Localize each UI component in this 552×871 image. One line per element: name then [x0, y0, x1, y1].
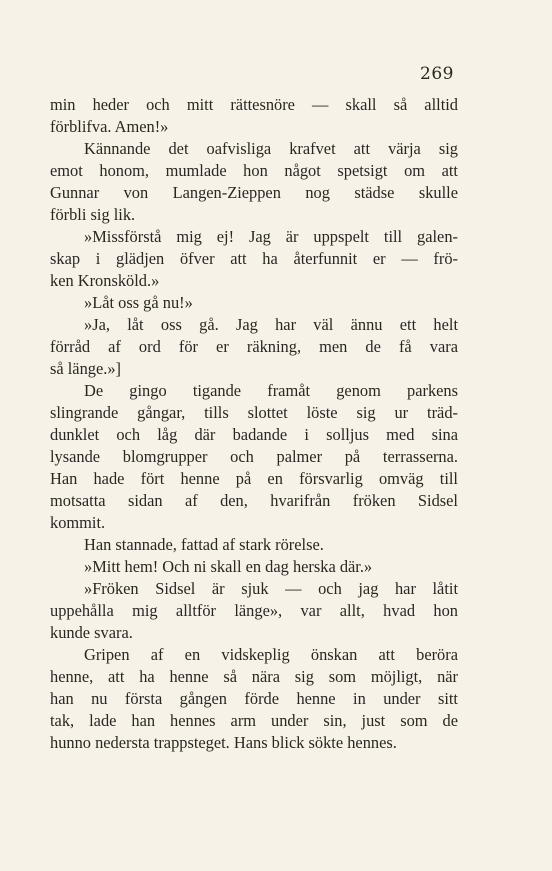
text-line: skap i glädjen öfver att ha återfunnit er — frö-	[50, 249, 458, 268]
text-line: min heder och mitt rättesnöre — skall så alltid	[50, 95, 458, 114]
text-line: motsatta sidan af den, hvarifrån fröken Sidsel	[50, 491, 458, 510]
text-line: henne, att ha henne så nära sig som möjligt, när	[50, 667, 458, 686]
text-line: Gripen af en vidskeplig önskan att beröra	[84, 645, 458, 664]
text-line: förblifva. Amen!»	[50, 117, 169, 136]
page-number: 269	[420, 64, 454, 84]
text-line: lysande blomgrupper och palmer på terrasserna.	[50, 447, 458, 466]
text-line: dunklet och låg där badande i solljus med sina	[50, 425, 458, 444]
text-line: kommit.	[50, 513, 106, 532]
text-line: han nu första gången förde henne in under sitt	[50, 689, 458, 708]
text-line: ken Kronsköld.»	[50, 271, 160, 290]
text-line: uppehålla mig alltför länge», var allt, hvad hon	[50, 601, 458, 620]
text-line: »Missförstå mig ej! Jag är uppspelt till galen-	[84, 227, 458, 246]
text-line: förbli sig lik.	[50, 205, 136, 224]
text-line: »Mitt hem! Och ni skall en dag herska där.»	[84, 557, 373, 576]
text-line: förråd af ord för er räkning, men de få vara	[50, 337, 458, 356]
text-line: Han hade fört henne på en försvarlig omväg till	[50, 469, 458, 488]
text-line: emot honom, mumlade hon något spetsigt om att	[50, 161, 458, 180]
text-line: slingrande gångar, tills slottet löste sig ur träd-	[50, 403, 458, 422]
text-line: hunno nedersta trappsteget. Hans blick sökte hennes.	[50, 733, 397, 752]
text-line: kunde svara.	[50, 623, 133, 642]
text-line: Gunnar von Langen-Zieppen nog städse skulle	[50, 183, 458, 202]
text-line: »Fröken Sidsel är sjuk — och jag har låtit	[84, 579, 458, 598]
text-line: »Låt oss gå nu!»	[84, 293, 193, 312]
text-line: så länge.»]	[50, 359, 121, 378]
body-text	[50, 94, 458, 754]
text-line: Kännande det oafvisliga krafvet att värja sig	[84, 139, 458, 158]
text-line: De gingo tigande framåt genom parkens	[84, 381, 458, 400]
text-line: »Ja, låt oss gå. Jag har väl ännu ett helt	[84, 315, 458, 334]
text-line: tak, lade han hennes arm under sin, just som de	[50, 711, 458, 730]
text-line: Han stannade, fattad af stark rörelse.	[84, 535, 324, 554]
